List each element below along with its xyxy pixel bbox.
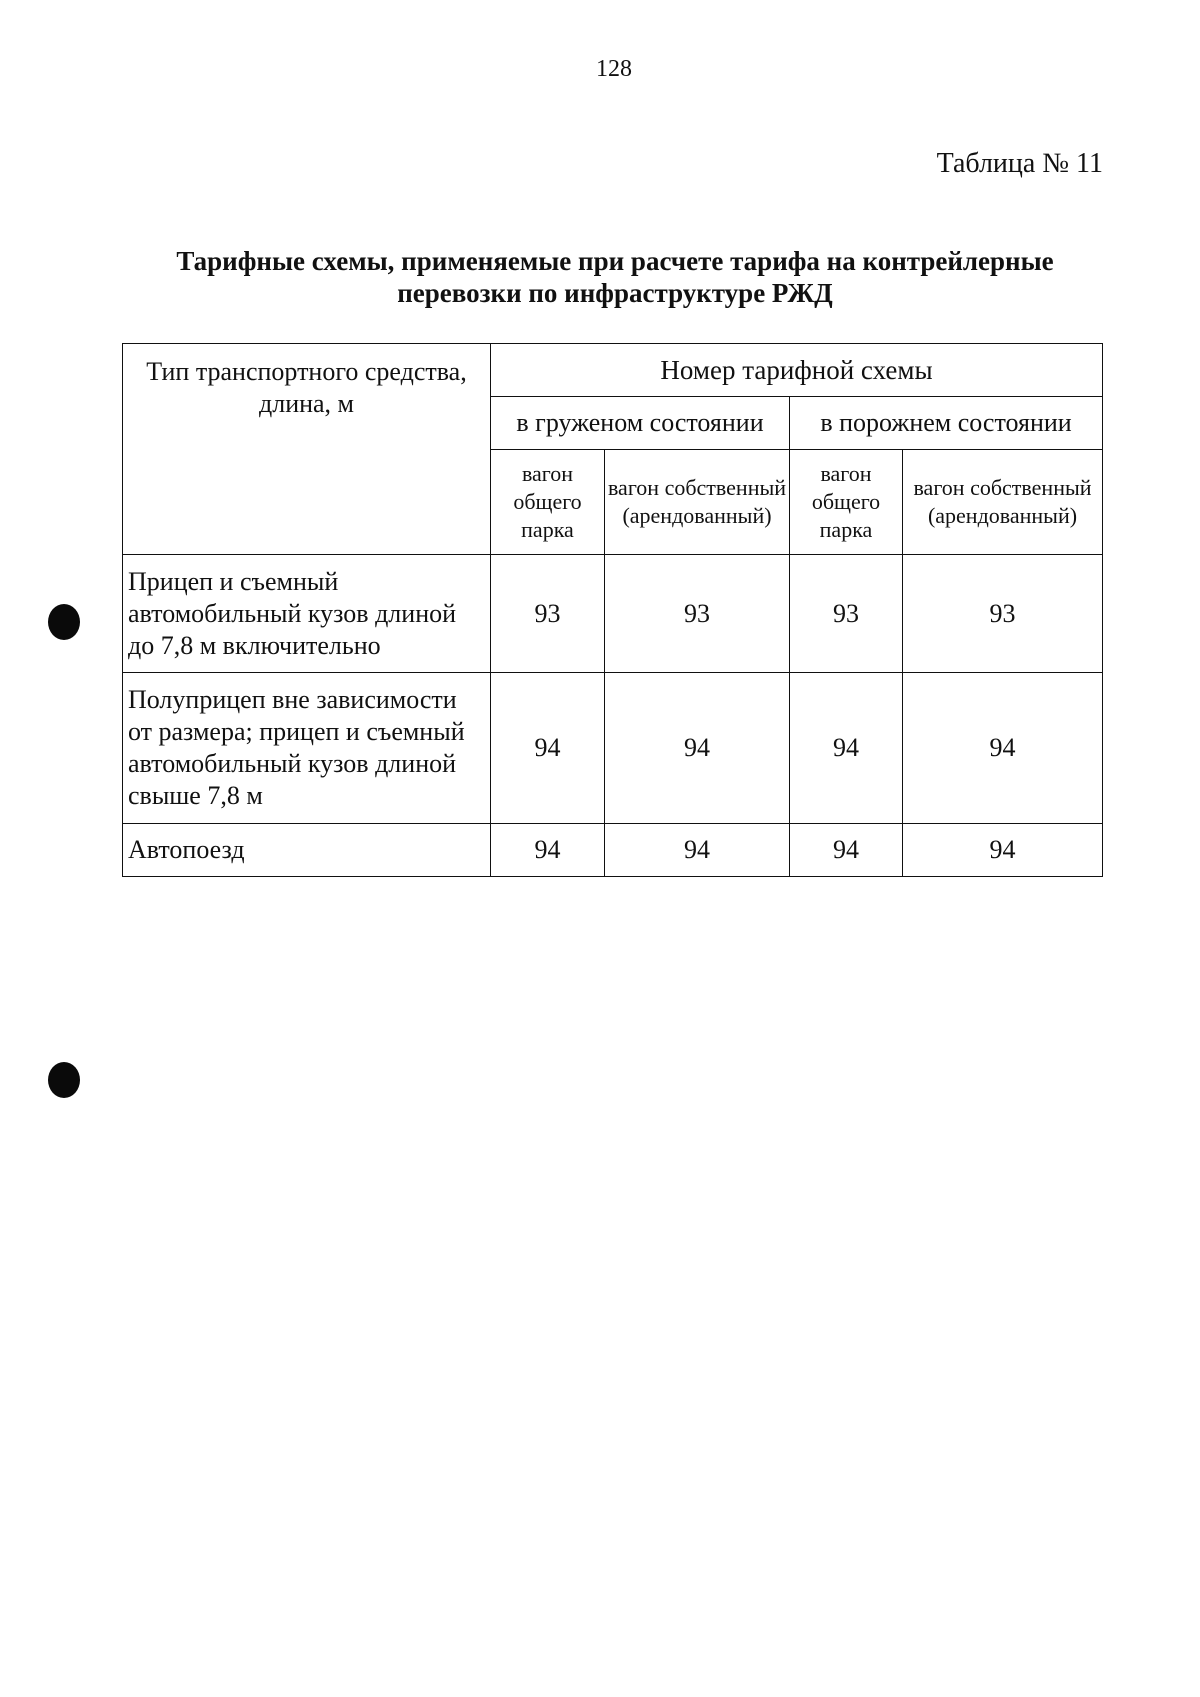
row-label: Прицеп и съемный автомобильный кузов длиной до 7,8 м включительно <box>123 555 491 673</box>
header-tariff-scheme-number: Номер тарифной схемы <box>491 344 1103 397</box>
table-cell: 93 <box>605 555 790 673</box>
table-row <box>123 673 1103 824</box>
header-empty-state: в порожнем состоянии <box>790 397 1103 450</box>
table-cell: 93 <box>491 555 605 673</box>
table-cell: 94 <box>790 673 903 824</box>
table-cell: 94 <box>491 824 605 877</box>
table-row <box>123 824 1103 877</box>
table-cell: 93 <box>903 555 1103 673</box>
row-label: Полуприцеп вне зависимости от размера; прицеп и съемный автомобильный кузов длиной свыше 7,8 м <box>123 673 491 824</box>
page-number: 128 <box>596 56 632 82</box>
table-label: Таблица № 11 <box>936 148 1103 179</box>
table-cell: 94 <box>491 673 605 824</box>
header-wagon-common-loaded: вагон общего парка <box>491 450 605 555</box>
table-cell: 94 <box>790 824 903 877</box>
table-cell: 94 <box>605 824 790 877</box>
header-vehicle-type: Тип транспортного средства, длина, м <box>123 344 491 555</box>
punch-hole-mark <box>48 604 80 640</box>
table-cell: 94 <box>903 673 1103 824</box>
table-cell: 94 <box>605 673 790 824</box>
row-label: Автопоезд <box>123 824 491 877</box>
header-row-1 <box>123 344 1103 397</box>
header-wagon-own-loaded: вагон собственный (арендованный) <box>605 450 790 555</box>
table-cell: 94 <box>903 824 1103 877</box>
document-title: Тарифные схемы, применяемые при расчете тарифа на контрейлерные перевозки по инфраструктуре РЖД <box>176 246 1054 308</box>
table-row <box>123 555 1103 673</box>
punch-hole-mark <box>48 1062 80 1098</box>
table-cell: 93 <box>790 555 903 673</box>
header-wagon-common-empty: вагон общего парка <box>790 450 903 555</box>
tariff-schemes-table <box>122 343 1103 877</box>
header-loaded-state: в груженом состоянии <box>491 397 790 450</box>
header-wagon-own-empty: вагон собственный (арендованный) <box>903 450 1103 555</box>
